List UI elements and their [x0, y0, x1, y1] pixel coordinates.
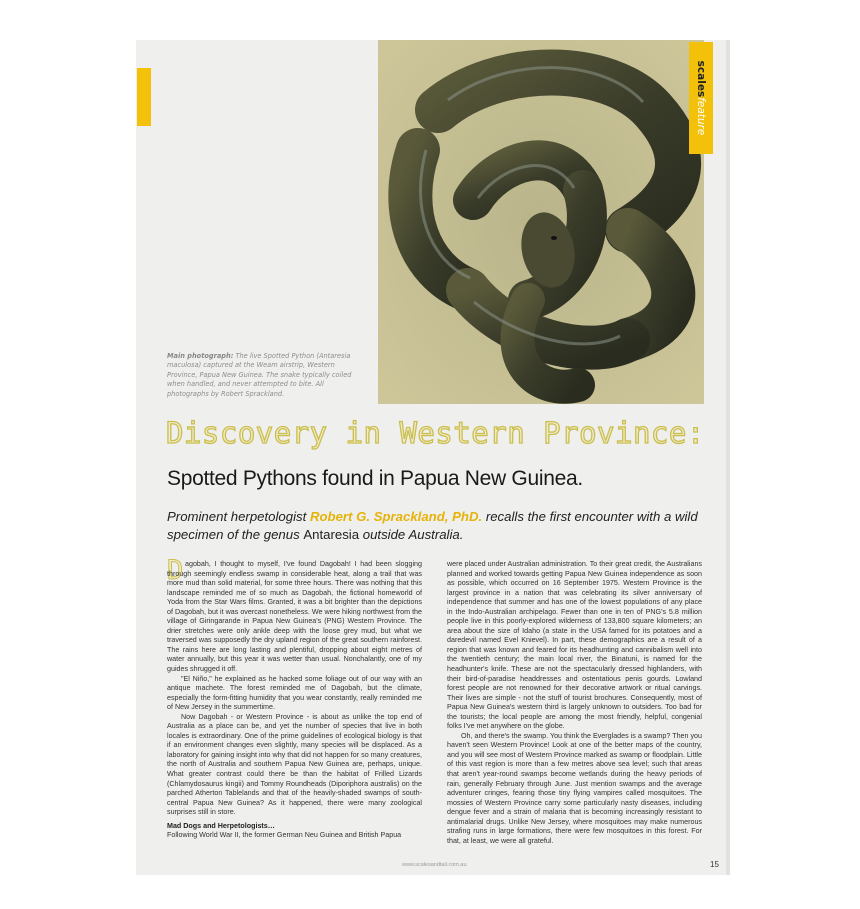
section-subhead: Mad Dogs and Herpetologists… — [167, 821, 275, 830]
footer-url: www.scalesandtail.com.au — [402, 862, 467, 868]
paragraph: Following World War II, the former German Neu Guinea and British Papua — [167, 831, 402, 840]
drop-cap: D — [167, 555, 184, 586]
paragraph: agobah, I thought to myself, I've found Dagobah! I had been slogging through seemingly endless swamp in considerable heat, along a trail that was more mud than solid material, for some three hours. There was nothing that this landscape reminded me of so much as Dagobah, the fictional homeworld of Yoda from the Star Wars films. Granted, it was a bit brighter than the depictions of Dagobah, but it was overcast nonetheless. We were hiking northwest from the village of Giringarande in Papua New Guinea's (PNG) Western Province. The drier stretches were only ankle deep with the loose grey mud, but what we traversed was supposedly the dry upland region of the great southern rainforest. The rains here are long lasting and plentiful, dropping about eight metres of water annually, but this year it was wetter than usual. Nonchalantly, one of my guides shrugged it off. — [167, 560, 422, 674]
paragraph: Oh, and there's the swamp. You think the Everglades is a swamp? Then you haven't seen Western Province! Look at one of the better maps of the country, and you will see most of Western Province marked as swamp or floodplain. Little of this vast region is more than a few metres above sea level; such that areas that aren't year-round swamps become wetlands during the heavy periods of rain, generally February through June. Just mention swamps and the average adventurer cringes, fearing those tiny flying vampires called mosquitoes. The mossies of Western Province carry some particularly nasty diseases, including dengue fever and a strain of malaria that is becoming increasingly resistant to antimalarial drugs. Unlike New Jersey, where mosquitoes may make numerous strafing runs in large formations, there were few mosquitoes in this forest. For that, at least, we were all grateful. — [447, 731, 702, 845]
body-column-right — [447, 560, 702, 846]
photo-caption: Main photograph: The live Spotted Python (Antaresia maculosa) captured at the Weam airstrip, Western Province, Papua New Guinea. The snake typically coiled when handled, and never attempted to bite. All photographs by Robert Sprackland. — [167, 352, 352, 398]
section-tag — [689, 42, 713, 154]
page-edge-shadow — [726, 40, 730, 875]
section-tag-text: scalesfeature — [695, 60, 707, 136]
python-photograph — [378, 40, 704, 404]
paragraph: were placed under Australian administration. To their great credit, the Australians planned and worked towards getting Papua New Guinea independence as soon as possible, which occurred on 16 September 1975. Western Province is the largest province in a nation that was celebrating its silver anniversary of independence that summer and has one of the lowest populations of any place in the Indo-Australian archipelago. Fewer than one in ten of PNG's 5.8 million people live in this poorly-explored wilderness of 133,800 square kilometers; an area about the size of Idaho (a state in the USA famed for its potatoes and a daredevil named Evel Knievel). In part, these demographics are a result of a region that was known and feared for its headhunting and cannibalism well into the twentieth century; the main local river, the Binatuni, is named for the headhunter's knife. These are not the spectacularly dressed highlanders, with their bird-of-paradise headdresses and ostentatious penis gourds. Lowland forest people are not renowned for their decorative artwork or ritual carvings. Their lives are simple - not the stuff of tourist brochures. Consequently, most of Papua New Guinea's western third is largely unknown to outsiders. Too bad for the tourists; the local people are among the most friendly, helpful, congenial folks I've met anywhere on the globe. — [447, 560, 702, 731]
paragraph: Now Dagobah - or Western Province - is about as unlike the top end of Australia as a place can be, and yet the number of species that live in both locales is extraordinary. One of the prime guidelines of ecological biology is that if an environment changes even slightly, many species will be displaced. As a laboratory for gaining insight into why that did not happen for so many creatures, the north of Australia and southern Papua New Guinea are, perhaps, unique. What greater contrast could there be than the habitat of Frilled Lizards (Chlamydosaurus kingii) and Tommy Roundheads (Diporiphora australis) on the parched Atherton Tablelands and that of the heavily-shaded swamps of south-central Papua New Guinea? As it happened, there were many zoological surprises still in store. — [167, 712, 422, 817]
paragraph: "El Niño," he explained as he hacked some foliage out of our way with an antique machete. The forest reminded me of Dagobah, but the climate, especially the form-fitting humidity that you wear constantly, really reminded me of New Jersey in the summertime. — [167, 674, 422, 712]
article-title: Discovery in Western Province: — [166, 416, 705, 450]
article-subtitle: Spotted Pythons found in Papua New Guinea. — [167, 467, 583, 490]
accent-bar — [137, 68, 151, 126]
article-deck: Prominent herpetologist Robert G. Sprackland, PhD. recalls the first encounter with a wild specimen of the genus Antaresia outside Australia. — [167, 509, 698, 542]
body-column-left — [167, 560, 422, 841]
page-number: 15 — [710, 860, 719, 869]
author-name: Robert G. Sprackland, PhD. — [309, 509, 483, 524]
